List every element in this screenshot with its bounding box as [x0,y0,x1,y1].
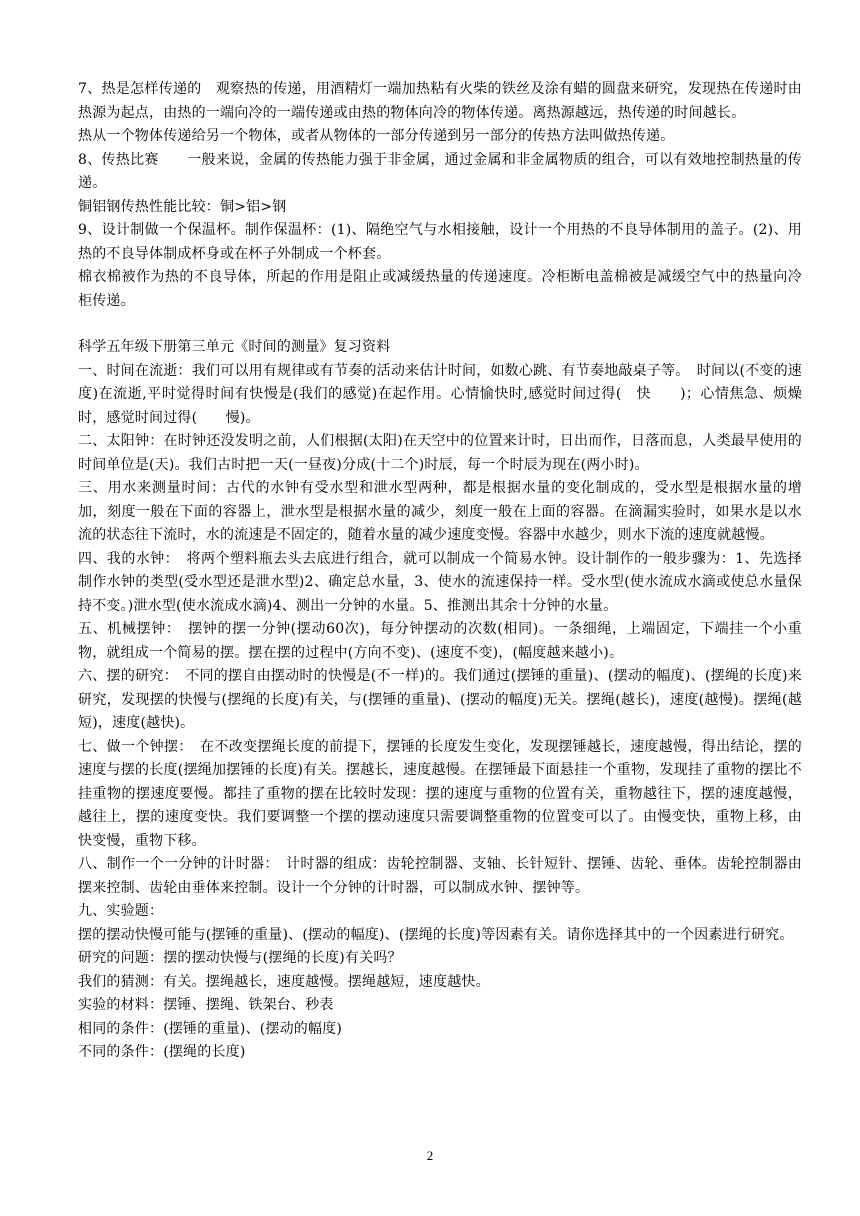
section-spacer [78,313,802,336]
paragraph: 铜铝钢传热性能比较：铜>铝>钢 [78,198,287,215]
paragraph: 一、时间在流逝：我们可以用有规律或有节奏的活动来估计时间，如数心跳、有节奏地敲桌子等。 时间以(不变的速度)在流逝,平时觉得时间有快慢是(我们的感觉)在起作用。心情愉快时,感觉时间过得( 快 )；心情焦急、烦燥时，感觉时间过得( 慢)。 [78,362,802,426]
paragraph: 7、热是怎样传递的 观察热的传递，用酒精灯一端加热粘有火柴的铁丝及涂有蜡的圆盘来研究，发现热在传递时由热源为起点，由热的一端向冷的一端传递或由热的物体向冷的物体传递。离热源越远，热传递的时间越长。 [78,81,802,121]
paragraph: 八、制作一个一分钟的计时器： 计时器的组成：齿轮控制器、支轴、长针短针、摆锤、齿轮、垂体。齿轮控制器由摆来控制、齿轮由垂体来控制。设计一个分钟的计时器，可以制成水钟、摆钟等。 [78,856,802,896]
paragraph: 研究的问题：摆的摆动快慢与(摆绳的长度)有关吗？ [78,950,402,966]
page-content [78,78,802,1065]
paragraph: 热从一个物体传递给另一个物体，或者从物体的一部分传递到另一部分的传热方法叫做热传递。 [78,128,675,144]
paragraph: 9、设计制做一个保温杯。制作保温杯：(1)、隔绝空气与水相接触，设计一个用热的不良导体制用的盖子。(2)、用热的不良导体制成杯身或在杯子外制成一个杯套。 [78,222,802,262]
section-title: 科学五年级下册第三单元《时间的测量》复习资料 [78,339,391,355]
paragraph: 五、机械摆钟： 摆钟的摆一分钟(摆动60次)，每分钟摆动的次数(相同)。一条细绳，上端固定，下端挂一个小重物，就组成一个简易的摆。摆在摆的过程中(方向不变)、(速度不变)，(幅度越来越小)。 [78,621,802,661]
paragraph: 六、摆的研究： 不同的摆自由摆动时的快慢是(不一样)的。我们通过(摆锤的重量)、(摆动的幅度)、(摆绳的长度)来研究，发现摆的快慢与(摆绳的长度)有关，与(摆锤的重量)、(摆动的幅度)无关。摆绳(越长)，速度(越慢)。摆绳(越短)，速度(越快)。 [78,668,802,731]
paragraph: 四、我的水钟： 将两个塑料瓶去头去底进行组合，就可以制成一个简易水钟。设计制作的一般步骤为：1、先选择制作水钟的类型(受水型还是泄水型)2、确定总水量，3、使水的流速保持一样。受水型(使水流成水滴或使总水量保持不变。)泄水型(使水流成水滴)4、测出一分钟的水量。5、推测出其余十分钟的水量。 [78,550,802,614]
paragraph: 二、太阳钟：在时钟还没发明之前，人们根据(太阳)在天空中的位置来计时，日出而作，日落而息，人类最早使用的时间单位是(天)。我们古时把一天(一昼夜)分成(十二个)时辰，每一个时辰为现在(两小时)。 [78,433,802,473]
paragraph: 三、用水来测量时间：古代的水钟有受水型和泄水型两种，都是根据水量的变化制成的，受水型是根据水量的增加，刻度一般在下面的容器上，泄水型是根据水量的减少，刻度一般在上面的容器。在滴漏实验时，如果水是以水流的状态往下流时，水的流速是不固定的，随着水量的减少速度变慢。容器中水越少，则水下流的速度就越慢。 [78,480,802,543]
paragraph: 我们的猜测：有关。摆绳越长，速度越慢。摆绳越短，速度越快。 [78,973,490,990]
heat-transfer-section [78,78,802,313]
paragraph: 相同的条件：(摆锤的重量)、(摆动的幅度) [78,1020,343,1037]
paragraph: 棉衣棉被作为热的不良导体，所起的作用是阻止或减缓热量的传递速度。冷柜断电盖棉被是减缓空气中的热量向冷柜传递。 [78,269,802,309]
page-number: 2 [426,1148,434,1163]
paragraph: 不同的条件：(摆绳的长度) [78,1044,246,1060]
paragraph: 实验的材料：摆锤、摆绳、铁架台、秒表 [78,997,334,1013]
paragraph: 九、实验题： [78,903,164,919]
time-measurement-section [78,360,802,1065]
paragraph: 七、做一个钟摆： 在不改变摆绳长度的前提下，摆锤的长度发生变化，发现摆锤越长，速度越慢，得出结论，摆的速度与摆的长度(摆绳加摆锤的长度)有关。摆越长，速度越慢。在摆锤最下面悬挂一个重物，发现挂了重物的摆比不挂重物的摆速度要慢。都挂了重物的摆在比较时发现：摆的速度与重物的位置有关，重物越往下，摆的速度越慢，越往上，摆的速度变快。我们要调整一个摆的摆动速度只需要调整重物的位置变可以了。由慢变快，重物上移，由快变慢，重物下移。 [78,738,802,849]
paragraph: 摆的摆动快慢可能与(摆锤的重量)、(摆动的幅度)、(摆绳的长度)等因素有关。请你选择其中的一个因素进行研究。 [78,926,794,943]
paragraph: 8、传热比赛 一般来说，金属的传热能力强于非金属，通过金属和非金属物质的组合，可以有效地控制热量的传递。 [78,151,802,191]
